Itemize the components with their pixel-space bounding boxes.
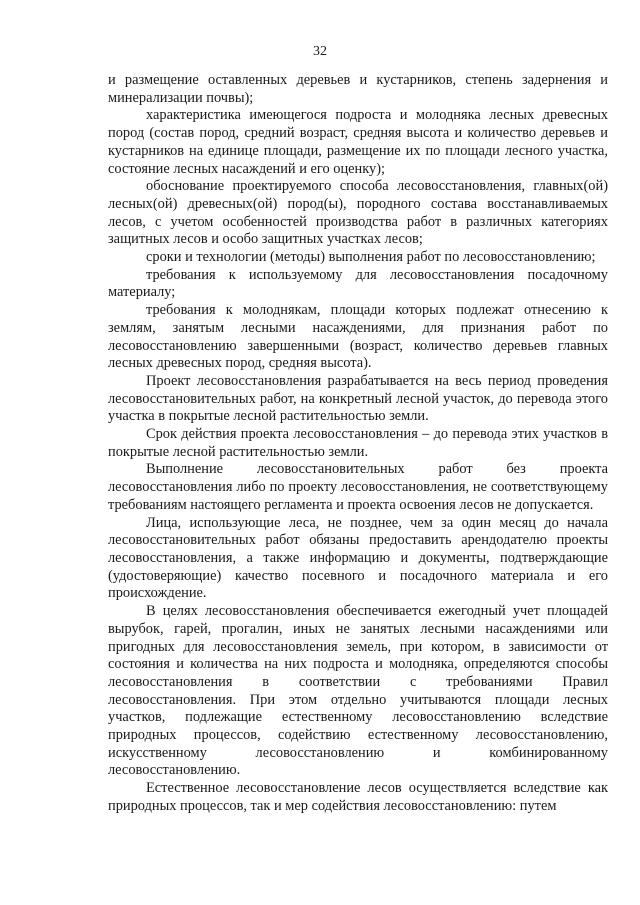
paragraph: характеристика имеющегося подроста и молодняка лесных древесных пород (состав пород, средний возраст, средняя высота и количество деревьев и кустарников на единице площади, размещение их по площади лесного участка, состояние лесных насаждений и его оценку); [108,107,608,177]
document-body [108,72,608,816]
page-number: 32 [313,44,327,59]
paragraph: требования к используемому для лесовосстановления посадочному материалу; [108,266,608,301]
paragraph: Естественное лесовосстановление лесов осуществляется вследствие как природных процессов, так и мер содействия лесовосстановлению: путем [108,780,608,814]
paragraph: Лица, использующие леса, не позднее, чем за один месяц до начала лесовосстановительных работ обязаны предоставить арендодателю проекты лесовосстановления, а также информацию и документы, подтверждающие (удостоверяющие) качество посевного и посадочного материала и его происхождение. [108,514,608,602]
paragraph: Срок действия проекта лесовосстановления – до перевода этих участков в покрытые лесной растительностью земли. [108,426,608,460]
paragraph: Выполнение лесовосстановительных работ без проекта лесовосстановления либо по проекту лесовосстановления, не соответствующему требованиям настоящего регламента и проекта освоения лесов не допускается. [108,461,608,513]
paragraph: сроки и технологии (методы) выполнения работ по лесовосстановлению; [146,249,596,266]
paragraph: и размещение оставленных деревьев и кустарников, степень задернения и минерализации почвы); [108,72,608,106]
paragraph: обоснование проектируемого способа лесовосстановления, главных(ой) лесных(ой) древесных(ой) пород(ы), породного состава восстанавливаемых лесов, с учетом особенностей производства работ в различных категориях защитных лесов и особо защитных участках лесов; [108,178,608,248]
paragraph: требования к молоднякам, площади которых подлежат отнесению к землям, занятым лесными насаждениями, для признания работ по лесовосстановлению завершенными (возраст, количество деревьев главных лесных древесных пород, средняя высота). [108,302,608,372]
paragraph: Проект лесовосстановления разрабатывается на весь период проведения лесовосстановительных работ, на конкретный лесной участок, до перевода этого участка в покрытые лесной растительностью земли. [108,372,608,425]
paragraph: В целях лесовосстановления обеспечивается ежегодный учет площадей вырубок, гарей, прогалин, иных не занятых лесными насаждениями или пригодных для лесовосстановления земель, при котором, в зависимости от состояния и количества на них подроста и молодняка, определяются способы лесовосстановления в соответствии с требованиями Правил лесовосстановления. При этом отдельно учитываются площади лесных участков, подлежащие естественному лесовосстановлению вследствие природных процессов, содействию естественному лесовосстановлению, искусственному лесовосстановлению и комбинированному лесовосстановлению. [108,603,608,779]
